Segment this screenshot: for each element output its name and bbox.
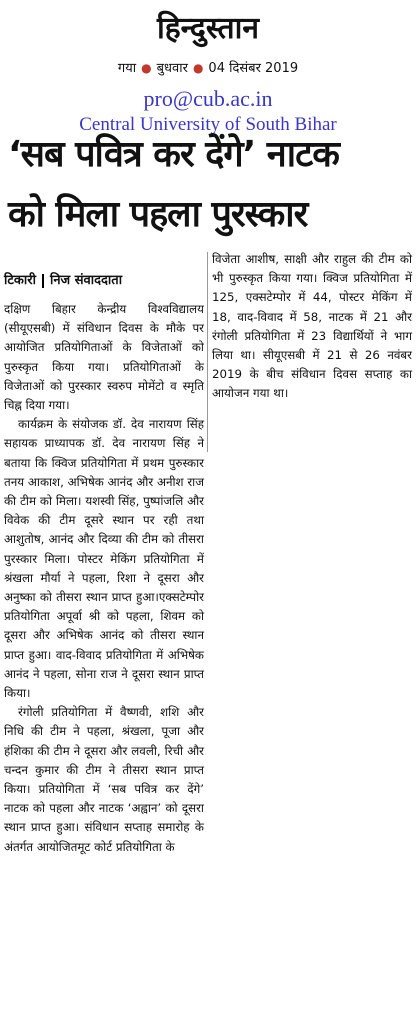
headline-line-1: ‘सब पवित्र कर देंगे’ नाटक <box>8 134 339 175</box>
dateline <box>0 58 416 76</box>
article-column-left <box>4 300 204 857</box>
headline-line-2: को मिला पहला पुरस्कार <box>8 194 308 235</box>
dateline-date: 04 दिसंबर 2019 <box>208 61 299 76</box>
column-divider <box>207 252 208 452</box>
byline-reporter: निज संवाददाता <box>49 273 123 288</box>
article-paragraph: दक्षिण बिहार केन्द्रीय विश्वविद्यालय (सीयूएसबी) में संविधान दिवस के मौके पर आयोजित प्रतियोगिताओं के विजेताओं को पुरुस्कृत किया गया। प्रतियोगिताओं के विजेताओं को पुरस्कार स्वरुप मोमेंटो व स्मृति चिह्न दिया गया। <box>4 302 204 413</box>
article-paragraph: कार्यक्रम के संयोजक डॉ. देव नारायण सिंह सहायक प्राध्यापक डॉ. देव नारायण सिंह ने बताया कि क्विज प्रतियोगिता में प्रथम पुरुस्कार तनय आकाश, अभिषेक आनंद और अनीश राज की टीम को मिला। यशस्वी सिंह, पुष्पांजलि और विवेक की टीम दूसरे स्थान पर रही तथा आशुतोष, आनंद और दिव्या की टीम को तीसरा पुरस्कार मिला। पोस्टर मेकिंग प्रतियोगिता में श्रंखला मौर्या ने पहला, रिशा ने दूसरा और अनुष्का को तीसरा स्थान प्राप्त हुआ।एक्सटेम्पोर प्रतियोगिता अपूर्वा श्री को पहला, शिवम को दूसरा और अभिषेक आनंद को तीसरा स्थान प्राप्त हुआ। वाद-विवाद प्रतियोगिता में अभिषेक आनंद ने पहला, सोना राज ने दूसरा स्थान प्राप्त किया। <box>4 417 204 701</box>
byline-place: टिकारी <box>4 273 36 288</box>
bullet-icon: ● <box>141 61 152 75</box>
byline-separator <box>42 274 44 288</box>
dateline-day: बुधवार <box>156 61 188 76</box>
stamp-email: pro@cub.ac.in <box>143 86 273 111</box>
article-paragraph: रंगोली प्रतियोगिता में वैष्णवी, शशि और निधि की टीम ने पहला, श्रंखला, पूजा और हंशिका की टीम ने दूसरा और लवली, रिची और चन्दन कुमार की टीम ने तीसरा स्थान प्राप्त किया। प्रतियोगिता में ‘सब पवित्र कर देंगे’ नाटक को पहला और नाटक ‘अह्वान’ को दूसरा स्थान प्राप्त हुआ। संविधान सप्ताह समारोह के अंतर्गत आयोजितमूट कोर्ट प्रतियोगिता के <box>4 705 204 854</box>
newspaper-masthead: हिन्दुस्तान <box>156 11 260 46</box>
article-column-right <box>212 250 412 404</box>
byline <box>4 270 122 288</box>
dateline-city: गया <box>117 61 137 76</box>
article-paragraph: विजेता आशीष, साक्षी और राहुल की टीम को भी पुरुस्कृत किया गया। क्विज प्रतियोगिता में 125, एक्सटेम्पोर में 44, पोस्टर मेकिंग में 18, वाद-विवाद में 58, नाटक में 21 और रंगोली प्रतियोगिता में 23 विद्यार्थियों ने भाग लिया था। सीयूएसबी में 21 से 26 नवंबर 2019 के बीच संविधान दिवस सप्ताह का आयोजन गया था। <box>212 252 412 401</box>
bullet-icon: ● <box>192 61 204 75</box>
stamp-institution: Central University of South Bihar <box>79 114 337 135</box>
